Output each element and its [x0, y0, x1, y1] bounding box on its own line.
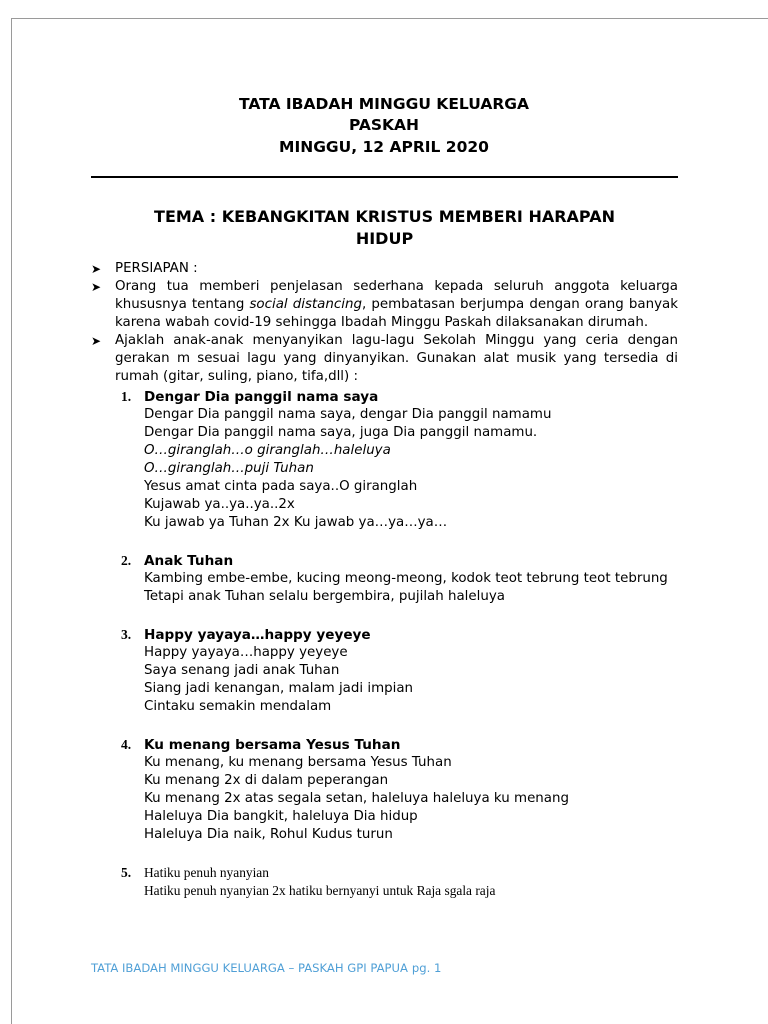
song-line: Dengar Dia panggil nama saya, juga Dia panggil namamu. [144, 425, 538, 440]
bullet-text: Ajaklah anak-anak menyanyikan lagu-lagu Sekolah Minggu yang ceria dengan gerakan m sesuai lagu yang dinyanyikan. Gunakan alat musik yang tersedia di rumah (gitar, suling, piano, tifa,dll) : [115, 333, 678, 384]
song-line: O…giranglah…puji Tuhan [144, 461, 314, 476]
song-line: Cintaku semakin mendalam [144, 699, 332, 714]
song-title: Ku menang bersama Yesus Tuhan [144, 737, 401, 753]
song-item [91, 736, 678, 844]
document-body [91, 260, 678, 900]
song-line: Siang jadi kenangan, malam jadi impian [144, 681, 414, 696]
title-divider [91, 176, 678, 178]
footer-page-number: pg. 1 [411, 961, 442, 975]
song-line: Haleluya Dia bangkit, haleluya Dia hidup [144, 809, 418, 824]
song-line: Saya senang jadi anak Tuhan [144, 663, 340, 678]
song-number: 2. [121, 553, 132, 568]
tema-line1: TEMA : KEBANGKITAN KRISTUS MEMBERI HARAPAN [154, 207, 615, 226]
song-list [91, 388, 678, 900]
song-line: Kambing embe-embe, kucing meong-meong, kodok teot tebrung teot tebrung [144, 571, 668, 586]
song-line: Kujawab ya..ya..ya..2x [144, 497, 295, 512]
page-border-top [11, 18, 768, 19]
doc-title-line3: MINGGU, 12 APRIL 2020 [279, 138, 489, 156]
bullet-text: PERSIAPAN : [115, 261, 198, 276]
song-number: 4. [121, 737, 132, 752]
bullet-persiapan [91, 260, 678, 278]
song-title: Anak Tuhan [144, 553, 234, 569]
bullet-penjelasan [91, 278, 678, 332]
song-line: Haleluya Dia naik, Rohul Kudus turun [144, 827, 393, 842]
song-line: Ku menang 2x di dalam peperangan [144, 773, 389, 788]
song-line: Ku menang 2x atas segala setan, haleluya haleluya ku menang [144, 791, 569, 806]
arrowhead-bullet-icon: ➤ [91, 334, 102, 348]
song-item [91, 626, 678, 716]
arrowhead-bullet-icon: ➤ [91, 280, 102, 294]
song-line: O…giranglah…o giranglah…haleluya [144, 443, 391, 458]
bullet-text: , pembatasan berjumpa dengan orang banyak karena wabah covid-19 sehingga Ibadah Minggu Paskah dilaksanakan dirumah. [115, 297, 678, 330]
doc-title-line2: PASKAH [348, 116, 420, 134]
bullet-italic-term: social distancing [249, 297, 362, 312]
song-title: Hatiku penuh nyanyian [144, 865, 269, 880]
doc-title-line1: TATA IBADAH MINGGU KELUARGA [238, 95, 529, 113]
footer-text: TATA IBADAH MINGGU KELUARGA – PASKAH GPI PAPUA [91, 961, 408, 975]
song-line: Yesus amat cinta pada saya..O giranglah [144, 479, 418, 494]
song-line: Hatiku penuh nyanyian 2x hatiku bernyanyi untuk Raja sgala raja [144, 883, 496, 898]
song-line: Tetapi anak Tuhan selalu bergembira, pujilah haleluya [144, 589, 505, 604]
page-footer [91, 961, 441, 975]
bullet-text: Orang tua memberi penjelasan sederhana kepada seluruh anggota keluarga khususnya tentang [115, 279, 678, 312]
song-item [91, 552, 678, 606]
song-number: 1. [121, 389, 132, 404]
song-title: Happy yayaya…happy yeyeye [144, 627, 371, 643]
song-number: 5. [121, 865, 132, 880]
song-line: Dengar Dia panggil nama saya, dengar Dia panggil namamu [144, 407, 552, 422]
arrowhead-bullet-icon: ➤ [91, 262, 102, 276]
song-line: Ku menang, ku menang bersama Yesus Tuhan [144, 755, 452, 770]
tema-line2: HIDUP [355, 229, 414, 248]
song-line: Ku jawab ya Tuhan 2x Ku jawab ya…ya…ya… [144, 515, 448, 530]
song-line: Happy yayaya…happy yeyeye [144, 645, 348, 660]
song-item [91, 388, 678, 532]
song-number: 3. [121, 627, 132, 642]
song-title: Dengar Dia panggil nama saya [144, 389, 379, 405]
page-border-left [11, 18, 12, 1024]
song-item [91, 864, 678, 900]
bullet-ajaklah [91, 332, 678, 386]
